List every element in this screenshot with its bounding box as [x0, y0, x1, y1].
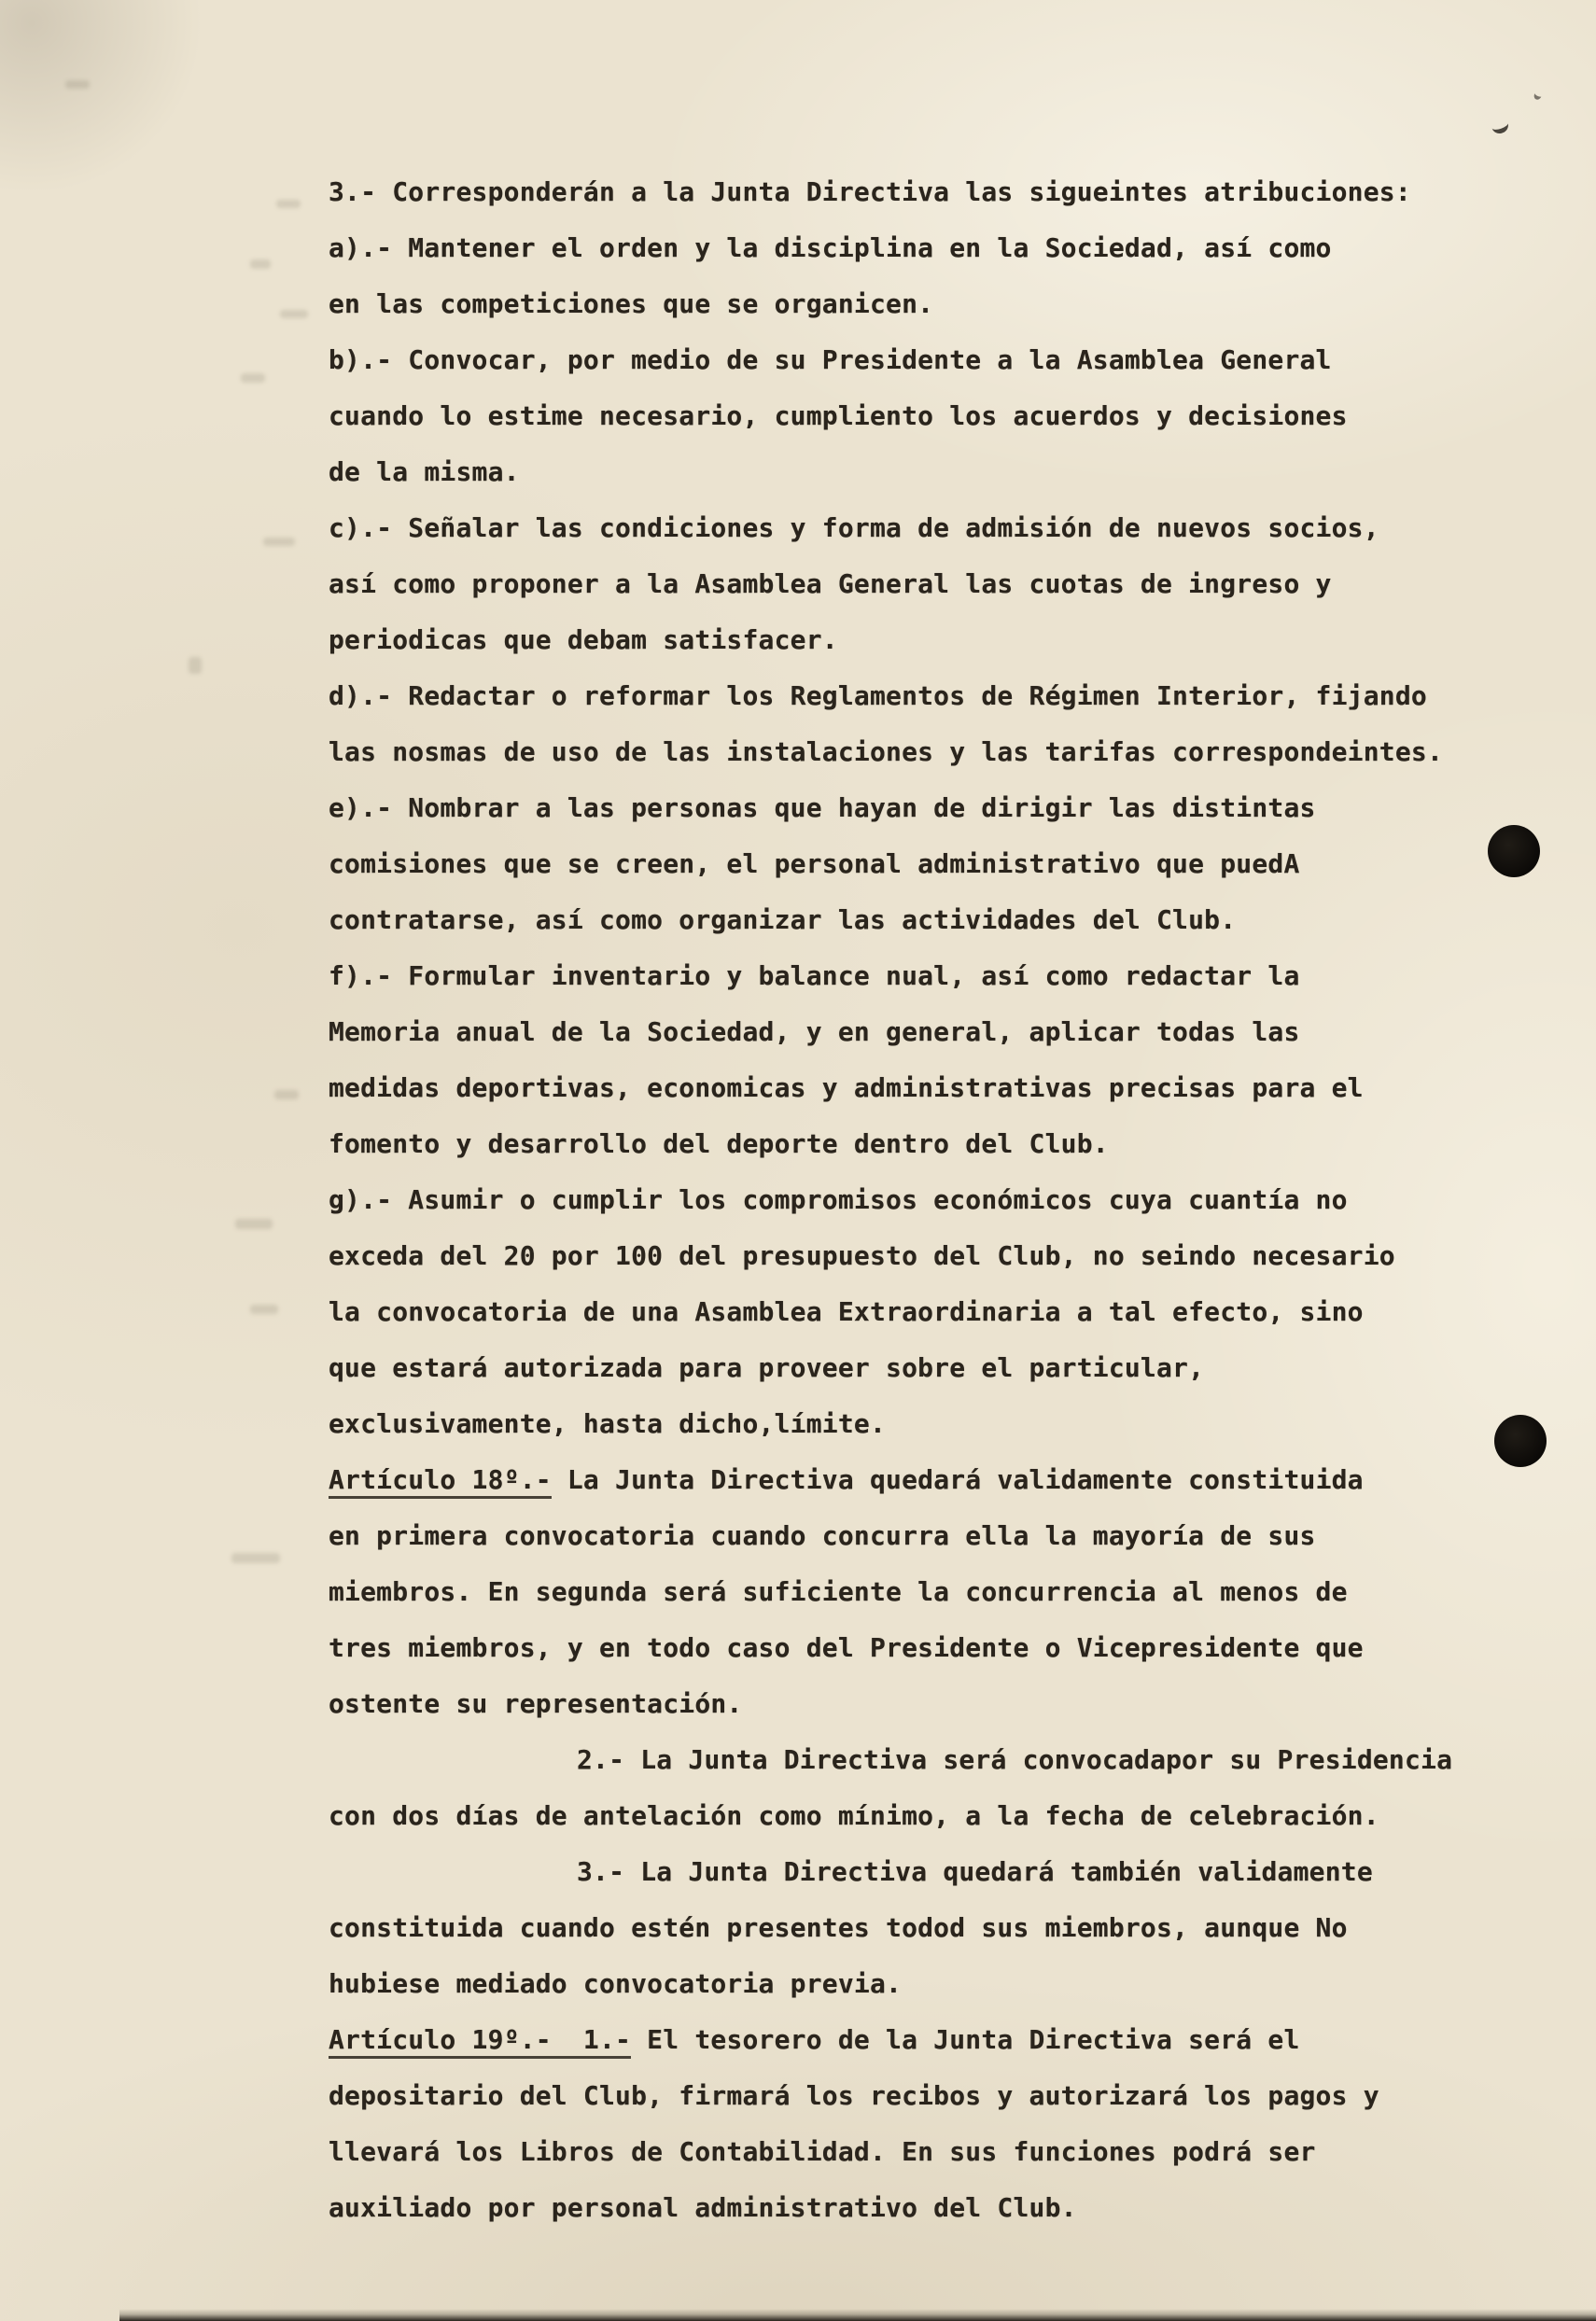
text-line	[329, 1004, 1542, 1060]
text-segment: miembros. En segunda será suficiente la concurrencia al menos de	[329, 1576, 1348, 1607]
text-segment: comisiones que se creen, el personal administrativo que puedA	[329, 848, 1300, 879]
text-line	[329, 1396, 1542, 1452]
text-line	[329, 1620, 1542, 1676]
text-line	[329, 1060, 1542, 1116]
text-segment: auxiliado por personal administrativo del Club.	[329, 2192, 1077, 2223]
text-segment: La Junta Directiva quedará validamente constituida	[551, 1464, 1364, 1495]
article-heading: Artículo 19º.- 1.-	[329, 2024, 631, 2059]
text-line	[329, 2012, 1542, 2068]
text-line	[329, 780, 1542, 836]
text-line	[329, 892, 1542, 948]
text-segment: El tesorero de la Junta Directiva será el	[631, 2024, 1300, 2055]
scan-edge	[119, 2309, 1596, 2321]
text-segment: la convocatoria de una Asamblea Extraordinaria a tal efecto, sino	[329, 1296, 1364, 1327]
text-segment: a).- Mantener el orden y la disciplina en la Sociedad, así como	[329, 232, 1332, 263]
text-segment: f).- Formular inventario y balance nual, así como redactar la	[329, 960, 1300, 991]
text-segment: medidas deportivas, economicas y administrativas precisas para el	[329, 1072, 1364, 1103]
smudge	[276, 200, 301, 208]
smudge	[65, 80, 90, 89]
smudge	[235, 1219, 273, 1229]
text-segment: hubiese mediado convocatoria previa.	[329, 1968, 903, 1999]
text-line	[329, 836, 1542, 892]
text-segment: ostente su representación.	[329, 1688, 743, 1719]
smudge	[189, 657, 202, 674]
text-line	[329, 1956, 1542, 2012]
text-line	[329, 1508, 1542, 1564]
smudge	[263, 538, 295, 546]
text-line	[329, 556, 1542, 612]
text-segment: periodicas que debam satisfacer.	[329, 624, 838, 655]
text-segment: fomento y desarrollo del deporte dentro del Club.	[329, 1128, 1109, 1159]
text-segment: b).- Convocar, por medio de su Presidente a la Asamblea General	[329, 344, 1332, 375]
text-segment: tres miembros, y en todo caso del Presidente o Vicepresidente que	[329, 1632, 1364, 1663]
pen-mark	[1490, 116, 1510, 136]
text-line	[329, 1788, 1542, 1844]
smudge	[274, 1090, 299, 1099]
text-line	[329, 2180, 1542, 2236]
text-line	[329, 1340, 1542, 1396]
text-line	[329, 1732, 1542, 1788]
text-line	[329, 2068, 1542, 2124]
text-segment: e).- Nombrar a las personas que hayan de dirigir las distintas	[329, 792, 1316, 823]
text-line	[329, 1900, 1542, 1956]
text-segment: llevará los Libros de Contabilidad. En sus funciones podrá ser	[329, 2136, 1316, 2167]
text-segment: 2.- La Junta Directiva será convocadapor su Presidencia	[577, 1744, 1453, 1775]
text-segment: las nosmas de uso de las instalaciones y las tarifas correspondeintes.	[329, 736, 1444, 767]
document-body	[329, 164, 1542, 2236]
text-line	[329, 388, 1542, 444]
text-segment: constituida cuando estén presentes todod sus miembros, aunque No	[329, 1912, 1348, 1943]
text-line	[329, 276, 1542, 332]
text-segment: contratarse, así como organizar las actividades del Club.	[329, 904, 1237, 935]
text-line	[329, 220, 1542, 276]
hole-punch-dot	[1494, 1415, 1547, 1467]
text-line	[329, 2124, 1542, 2180]
text-segment: d).- Redactar o reformar los Reglamentos de Régimen Interior, fijando	[329, 680, 1427, 711]
text-segment: con dos días de antelación como mínimo, a la fecha de celebración.	[329, 1800, 1379, 1831]
text-line	[329, 1676, 1542, 1732]
text-segment: Memoria anual de la Sociedad, y en general, aplicar todas las	[329, 1016, 1300, 1047]
text-segment: que estará autorizada para proveer sobre el particular,	[329, 1352, 1205, 1383]
pen-mark	[1533, 89, 1544, 101]
text-line	[329, 668, 1542, 724]
text-segment: exclusivamente, hasta dicho,límite.	[329, 1408, 887, 1439]
text-line	[329, 332, 1542, 388]
smudge	[250, 1305, 278, 1314]
text-line	[329, 1452, 1542, 1508]
text-line	[329, 1228, 1542, 1284]
text-line	[329, 1116, 1542, 1172]
smudge	[241, 373, 265, 383]
text-segment: 3.- La Junta Directiva quedará también validamente	[577, 1856, 1373, 1887]
text-line	[329, 500, 1542, 556]
text-segment: así como proponer a la Asamblea General las cuotas de ingreso y	[329, 568, 1332, 599]
article-heading: Artículo 18º.-	[329, 1464, 552, 1499]
text-line	[329, 164, 1542, 220]
text-segment: en primera convocatoria cuando concurra ella la mayoría de sus	[329, 1520, 1316, 1551]
text-segment: depositario del Club, firmará los recibos y autorizará los pagos y	[329, 2080, 1379, 2111]
text-segment: 3.- Corresponderán a la Junta Directiva las sigueintes atribuciones:	[329, 176, 1411, 207]
text-line	[329, 1172, 1542, 1228]
text-line	[329, 612, 1542, 668]
hole-punch-dot	[1488, 825, 1540, 877]
text-segment: g).- Asumir o cumplir los compromisos económicos cuya cuantía no	[329, 1184, 1348, 1215]
text-line	[329, 1284, 1542, 1340]
text-segment: c).- Señalar las condiciones y forma de admisión de nuevos socios,	[329, 512, 1379, 543]
text-segment: de la misma.	[329, 456, 520, 487]
text-segment: cuando lo estime necesario, cumpliento los acuerdos y decisiones	[329, 400, 1348, 431]
text-line	[329, 724, 1542, 780]
smudge	[280, 310, 308, 318]
text-line	[329, 948, 1542, 1004]
text-segment: exceda del 20 por 100 del presupuesto del Club, no seindo necesario	[329, 1240, 1395, 1271]
text-segment: en las competiciones que se organicen.	[329, 288, 934, 319]
text-line	[329, 444, 1542, 500]
text-line	[329, 1844, 1542, 1900]
smudge	[250, 259, 271, 269]
smudge	[231, 1553, 280, 1563]
text-line	[329, 1564, 1542, 1620]
